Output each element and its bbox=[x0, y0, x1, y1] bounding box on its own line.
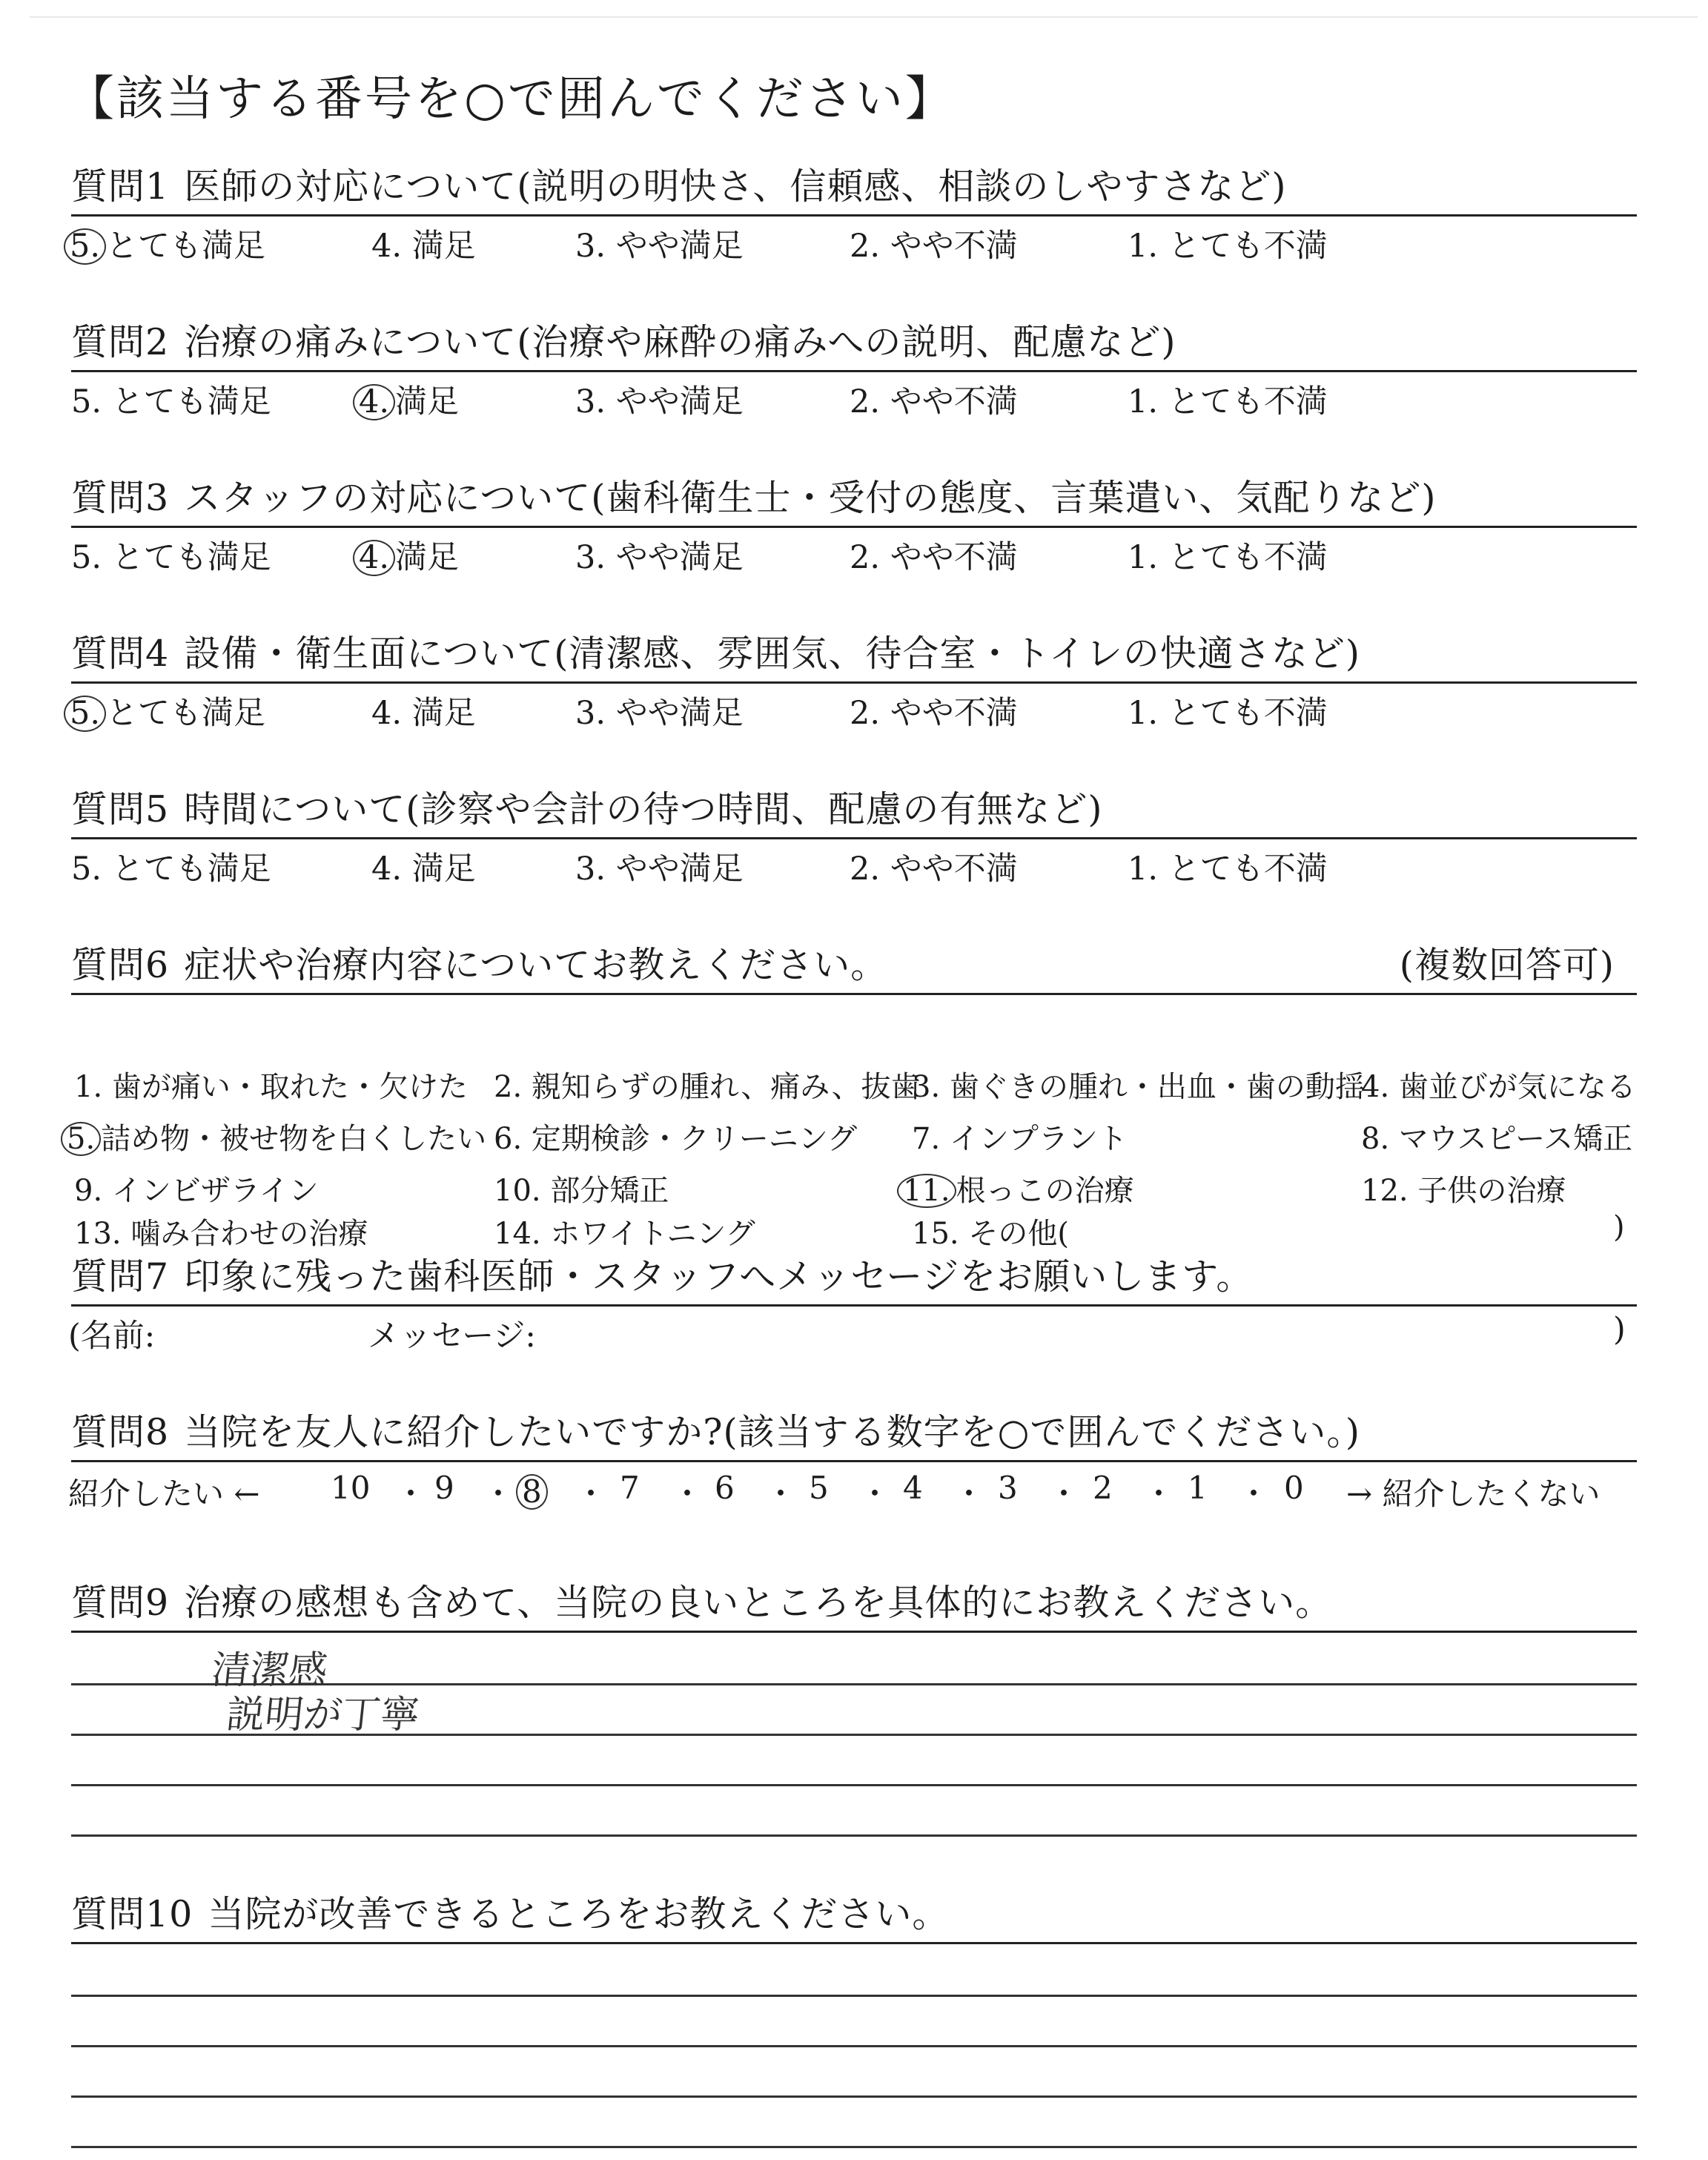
option-5[interactable]: 5. とても満足 bbox=[71, 383, 271, 420]
question-label: 質問5 bbox=[71, 788, 170, 830]
scale-value[interactable]: 2 bbox=[1093, 1470, 1113, 1506]
message-close-paren: ) bbox=[1613, 1311, 1626, 1348]
question-text: 当院を友人に紹介したいですか?(該当する数字を○で囲んでください。) bbox=[184, 1411, 1360, 1453]
option-5[interactable]: 5. とても満足 bbox=[71, 539, 271, 576]
option-4[interactable]: 4. 満足 bbox=[371, 695, 476, 732]
scale-dot: ・ bbox=[953, 1476, 985, 1512]
question-text: 治療の痛みについて(治療や麻酔の痛みへの説明、配慮など) bbox=[184, 321, 1176, 363]
answer-lines[interactable] bbox=[71, 1944, 1637, 2159]
question-label: 質問10 bbox=[71, 1893, 193, 1935]
option-1[interactable]: 1. とても不満 bbox=[1128, 383, 1328, 420]
question-text: 当院が改善できるところをお教えください。 bbox=[208, 1893, 950, 1935]
scale-value[interactable]: 4 bbox=[903, 1470, 923, 1506]
scale-dot: ・ bbox=[1143, 1476, 1175, 1512]
question-label: 質問8 bbox=[71, 1411, 170, 1453]
question-text: 印象に残った歯科医師・スタッフへメッセージをお願いします。 bbox=[184, 1255, 1254, 1298]
option-2[interactable]: 2. やや不満 bbox=[850, 695, 1018, 732]
answer-line bbox=[71, 1834, 1637, 1837]
question-7 bbox=[68, 1249, 1637, 1355]
rating-options bbox=[71, 684, 1637, 733]
option-3[interactable]: 3. やや満足 bbox=[575, 228, 744, 265]
option-3[interactable]: 3. やや満足 bbox=[575, 539, 744, 576]
treatment-option-selected[interactable]: 5. 詰め物・被せ物を白くしたい bbox=[61, 1115, 486, 1157]
question-text: 治療の感想も含めて、当院の良いところを具体的にお教えください。 bbox=[184, 1582, 1333, 1624]
option-2[interactable]: 2. やや不満 bbox=[850, 383, 1018, 420]
option-1[interactable]: 1. とても不満 bbox=[1128, 228, 1328, 265]
rating-options bbox=[71, 217, 1637, 265]
handwritten-answer: 説明が丁寧 bbox=[224, 1693, 422, 1737]
multiple-answers-note: (複数回答可) bbox=[1399, 944, 1615, 986]
treatment-option[interactable]: 9. インビザライン bbox=[74, 1174, 319, 1208]
scale-value[interactable]: 3 bbox=[998, 1470, 1018, 1506]
instruction-heading: 【該当する番号を○で囲んでください】 bbox=[67, 72, 955, 127]
answer-line bbox=[71, 2095, 1637, 2098]
option-5[interactable]: 5. とても満足 bbox=[64, 221, 265, 266]
treatment-option[interactable]: 2. 親知らずの腫れ、痛み、抜歯 bbox=[494, 1070, 921, 1104]
scale-value[interactable]: 9 bbox=[434, 1470, 454, 1506]
treatment-option[interactable]: 6. 定期検診・クリーニング bbox=[494, 1122, 858, 1156]
question-9 bbox=[71, 1576, 1637, 1877]
treatment-option[interactable]: 1. 歯が痛い・取れた・欠けた bbox=[74, 1070, 468, 1104]
scale-dot: ・ bbox=[483, 1476, 514, 1512]
option-4[interactable]: 4. 満足 bbox=[353, 532, 459, 578]
scale-value[interactable]: 10 bbox=[331, 1470, 371, 1506]
treatment-option[interactable]: 8. マウスピース矯正 bbox=[1361, 1122, 1633, 1156]
scale-dot: ・ bbox=[1238, 1476, 1270, 1512]
scale-dot: ・ bbox=[575, 1476, 607, 1512]
option-3[interactable]: 3. やや満足 bbox=[575, 851, 744, 888]
question-label: 質問7 bbox=[71, 1255, 170, 1298]
treatment-option[interactable]: 3. 歯ぐきの腫れ・出血・歯の動揺 bbox=[912, 1070, 1365, 1104]
question-text: 医師の対応について(説明の明快さ、信頼感、相談のしやすさなど) bbox=[184, 165, 1287, 208]
answer-line bbox=[71, 1784, 1637, 1786]
scale-left-label: 紹介したい ← bbox=[68, 1476, 260, 1512]
question-10 bbox=[71, 1887, 1637, 2159]
option-3[interactable]: 3. やや満足 bbox=[575, 695, 744, 732]
top-edge-line bbox=[30, 16, 1698, 18]
question-label: 質問6 bbox=[71, 944, 170, 986]
option-1[interactable]: 1. とても不満 bbox=[1128, 695, 1328, 732]
option-2[interactable]: 2. やや不満 bbox=[850, 539, 1018, 576]
option-4[interactable]: 4. 満足 bbox=[353, 377, 459, 422]
treatment-option[interactable]: 12. 子供の治療 bbox=[1361, 1174, 1566, 1208]
question-label: 質問1 bbox=[71, 165, 170, 208]
message-label: メッセージ: bbox=[368, 1318, 536, 1355]
scale-dot: ・ bbox=[765, 1476, 797, 1512]
question-2 bbox=[71, 315, 1637, 421]
scale-dot: ・ bbox=[395, 1476, 427, 1512]
rating-options bbox=[71, 839, 1637, 888]
question-text: 設備・衛生面について(清潔感、雰囲気、待合室・トイレの快適さなど) bbox=[184, 633, 1360, 675]
answer-lines[interactable] bbox=[71, 1633, 1637, 1877]
option-4[interactable]: 4. 満足 bbox=[371, 851, 476, 888]
question-5 bbox=[71, 782, 1637, 888]
treatment-option[interactable]: 7. インプラント bbox=[912, 1122, 1128, 1156]
scale-right-label: → 紹介したくない bbox=[1346, 1476, 1601, 1512]
treatment-option[interactable]: 4. 歯並びが気になる bbox=[1361, 1070, 1636, 1104]
scale-value[interactable]: 7 bbox=[620, 1470, 640, 1506]
treatment-option[interactable]: 13. 噛み合わせの治療 bbox=[74, 1217, 368, 1251]
option-4[interactable]: 4. 満足 bbox=[371, 228, 476, 265]
answer-line bbox=[71, 2045, 1637, 2047]
rating-options bbox=[71, 528, 1637, 577]
recommend-scale: 紹介したい ← 10 ・ 9 ・ 8 ・ 7 ・ 6 ・ 5 ・ 4 ・ 3 ・ 2 ・ 1 ・ 0 → 紹介したくない bbox=[71, 1462, 1637, 1514]
scale-value[interactable]: 6 bbox=[715, 1470, 735, 1506]
question-text: 時間について(診察や会計の待つ時間、配慮の有無など) bbox=[184, 788, 1103, 830]
message-row bbox=[68, 1307, 1637, 1355]
scale-dot: ・ bbox=[859, 1476, 891, 1512]
treatment-option-other[interactable]: 15. その他( bbox=[912, 1217, 1069, 1251]
option-2[interactable]: 2. やや不満 bbox=[850, 228, 1018, 265]
question-text: スタッフの対応について(歯科衛生士・受付の態度、言葉遣い、気配りなど) bbox=[184, 477, 1437, 519]
treatment-option[interactable]: 10. 部分矯正 bbox=[494, 1174, 669, 1208]
treatment-option-selected[interactable]: 11. 根っこの治療 bbox=[897, 1167, 1134, 1209]
treatment-option[interactable]: 14. ホワイトニング bbox=[494, 1217, 755, 1251]
answer-line bbox=[71, 1995, 1637, 1997]
question-label: 質問9 bbox=[71, 1582, 170, 1624]
option-5[interactable]: 5. とても満足 bbox=[71, 851, 271, 888]
scale-dot: ・ bbox=[1048, 1476, 1080, 1512]
option-2[interactable]: 2. やや不満 bbox=[850, 851, 1018, 888]
question-1 bbox=[71, 159, 1637, 265]
handwritten-answer: 清潔感 bbox=[209, 1648, 330, 1693]
question-label: 質問3 bbox=[71, 477, 170, 519]
scale-dot: ・ bbox=[672, 1476, 704, 1512]
other-close-paren: ) bbox=[1613, 1210, 1625, 1244]
question-text: 症状や治療内容についてお教えください。 bbox=[184, 944, 888, 986]
question-6 bbox=[67, 938, 1637, 1262]
answer-line bbox=[71, 2146, 1637, 2148]
treatment-options bbox=[67, 995, 1637, 1210]
scale-value[interactable]: 0 bbox=[1284, 1470, 1304, 1506]
question-4 bbox=[71, 627, 1637, 733]
scale-value[interactable]: 1 bbox=[1188, 1470, 1208, 1506]
option-5[interactable]: 5. とても満足 bbox=[64, 688, 265, 733]
option-1[interactable]: 1. とても不満 bbox=[1128, 851, 1328, 888]
question-8 bbox=[68, 1405, 1637, 1514]
option-3[interactable]: 3. やや満足 bbox=[575, 383, 744, 420]
question-label: 質問4 bbox=[71, 633, 170, 675]
question-3 bbox=[71, 471, 1637, 577]
name-label: (名前: bbox=[68, 1318, 156, 1355]
option-1[interactable]: 1. とても不満 bbox=[1128, 539, 1328, 576]
scale-value[interactable]: 5 bbox=[809, 1470, 829, 1506]
rating-options bbox=[71, 372, 1637, 421]
question-label: 質問2 bbox=[71, 321, 170, 363]
